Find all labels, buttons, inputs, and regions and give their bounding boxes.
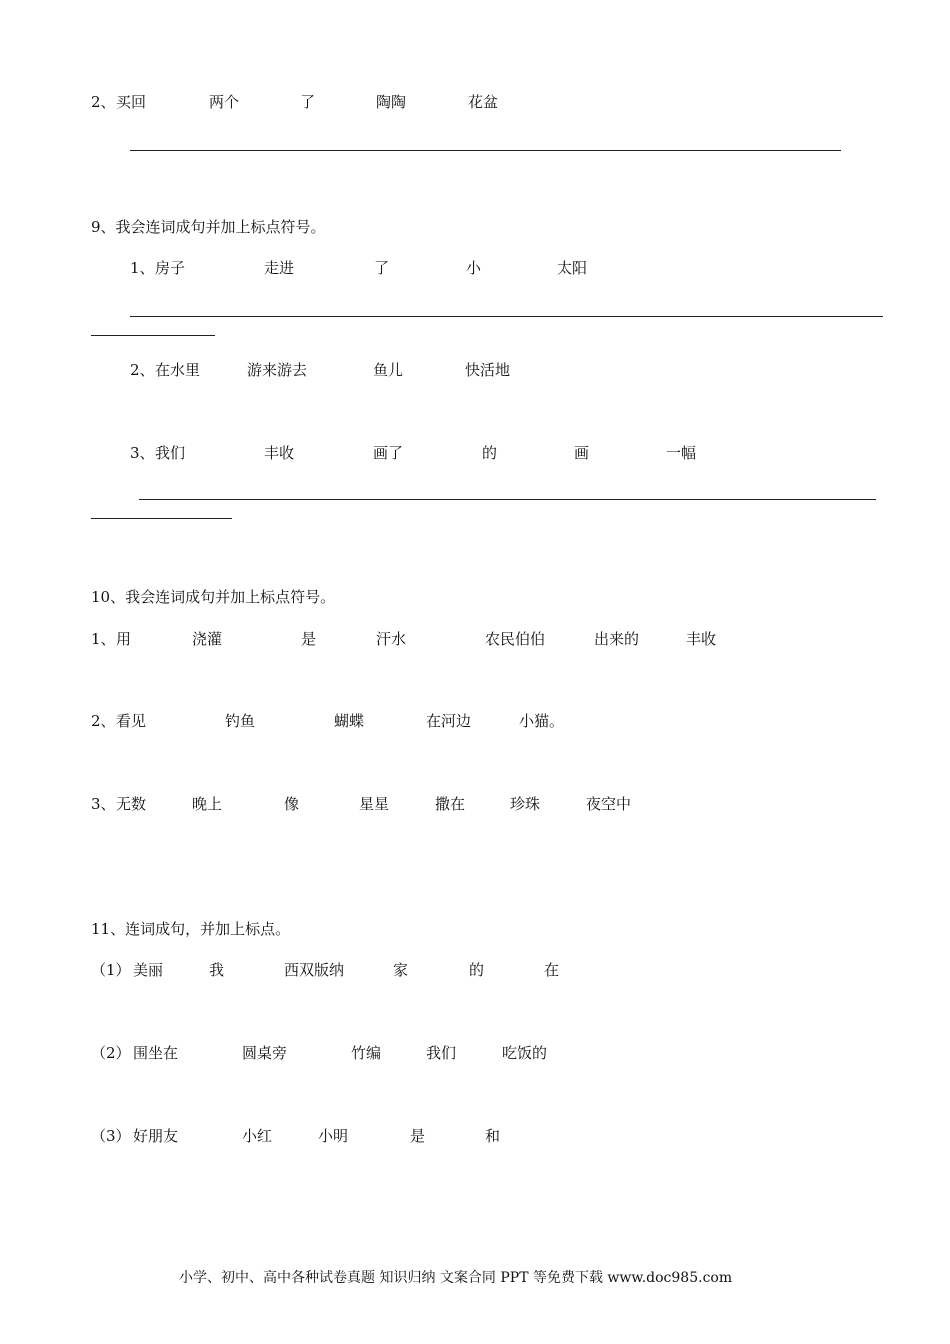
q10-item-3-word: 星星 — [359, 795, 390, 813]
q11-item-1-word: 我 — [209, 961, 225, 979]
q11-item-2-number: （2） — [91, 1044, 131, 1062]
q10-item-2-word: 小猫。 — [519, 712, 565, 730]
answer-line — [91, 335, 215, 336]
q2-word: 陶陶 — [376, 93, 407, 111]
q9-item-2-number: 2、 — [130, 361, 155, 379]
q9-item-1-word: 太阳 — [557, 259, 588, 277]
q9-item-3-word: 的 — [482, 444, 498, 462]
q2-word: 了 — [300, 93, 316, 111]
q9-item-3-word: 画 — [574, 444, 590, 462]
q10-item-1-word: 出来的 — [594, 630, 640, 648]
q9-item-3-word: 一幅 — [666, 444, 697, 462]
answer-line — [130, 150, 841, 151]
q9-item-1-word: 了 — [374, 259, 390, 277]
q9-item-2-word: 快活地 — [465, 361, 511, 379]
q9-item-1-word: 小 — [466, 259, 482, 277]
q10-item-3-word: 夜空中 — [586, 795, 632, 813]
q11-item-1-word: 西双版纳 — [284, 961, 345, 979]
q11-item-2-word: 圆桌旁 — [242, 1044, 288, 1062]
q10-item-1-word: 汗水 — [376, 630, 407, 648]
q10-item-3-word: 撒在 — [435, 795, 466, 813]
q9-item-3-number: 3、 — [130, 444, 155, 462]
q11-item-3-word: 小红 — [242, 1127, 273, 1145]
q11-item-2-word: 围坐在 — [133, 1044, 179, 1062]
q11-title: 11、连词成句，并加上标点。 — [91, 920, 291, 938]
q11-item-1-word: 家 — [393, 961, 409, 979]
q11-item-3-number: （3） — [91, 1127, 131, 1145]
q9-item-1-word: 走进 — [264, 259, 295, 277]
q11-item-3-word: 是 — [410, 1127, 426, 1145]
q10-item-2-word: 在河边 — [426, 712, 472, 730]
q10-item-2-word: 蝴蝶 — [334, 712, 365, 730]
q2-word: 花盆 — [468, 93, 499, 111]
q10-item-1-number: 1、 — [91, 630, 116, 648]
q2-number: 2、 — [91, 93, 116, 111]
q11-item-2-word: 竹编 — [351, 1044, 382, 1062]
q9-item-3-word: 丰收 — [264, 444, 295, 462]
q10-title: 10、我会连词成句并加上标点符号。 — [91, 588, 336, 606]
q10-item-1-word: 浇灌 — [192, 630, 223, 648]
q10-item-2-word: 看见 — [116, 712, 147, 730]
q9-title: 9、我会连词成句并加上标点符号。 — [91, 218, 326, 236]
answer-line — [139, 499, 876, 500]
q10-item-3-number: 3、 — [91, 795, 116, 813]
q10-item-3-word: 晚上 — [192, 795, 223, 813]
answer-line — [130, 316, 883, 317]
q10-item-2-word: 钓鱼 — [225, 712, 256, 730]
q9-item-1-word: 房子 — [155, 259, 186, 277]
q9-item-2-word: 鱼儿 — [373, 361, 404, 379]
page-footer: 小学、初中、高中各种试卷真题 知识归纳 文案合同 PPT 等免费下载 www.doc985.com — [179, 1270, 733, 1286]
q10-item-3-word: 像 — [284, 795, 300, 813]
q9-item-1-number: 1、 — [130, 259, 155, 277]
q11-item-1-word: 的 — [469, 961, 485, 979]
q11-item-3-word: 小明 — [318, 1127, 349, 1145]
q11-item-2-word: 我们 — [426, 1044, 457, 1062]
q11-item-3-word: 和 — [485, 1127, 501, 1145]
q9-item-3-word: 画了 — [373, 444, 404, 462]
q9-item-2-word: 在水里 — [155, 361, 201, 379]
q11-item-1-number: （1） — [91, 961, 131, 979]
q10-item-1-word: 农民伯伯 — [485, 630, 546, 648]
q10-item-3-word: 无数 — [116, 795, 147, 813]
q11-item-2-word: 吃饭的 — [502, 1044, 548, 1062]
q10-item-1-word: 是 — [301, 630, 317, 648]
answer-line — [91, 518, 232, 519]
q9-item-3-word: 我们 — [155, 444, 186, 462]
q11-item-1-word: 美丽 — [133, 961, 164, 979]
q11-item-3-word: 好朋友 — [133, 1127, 179, 1145]
q10-item-1-word: 用 — [116, 630, 132, 648]
q11-item-1-word: 在 — [544, 961, 560, 979]
q10-item-2-number: 2、 — [91, 712, 116, 730]
q2-word: 买回 — [116, 93, 147, 111]
q9-item-2-word: 游来游去 — [247, 361, 308, 379]
q10-item-1-word: 丰收 — [686, 630, 717, 648]
q10-item-3-word: 珍珠 — [510, 795, 541, 813]
q2-word: 两个 — [209, 93, 240, 111]
